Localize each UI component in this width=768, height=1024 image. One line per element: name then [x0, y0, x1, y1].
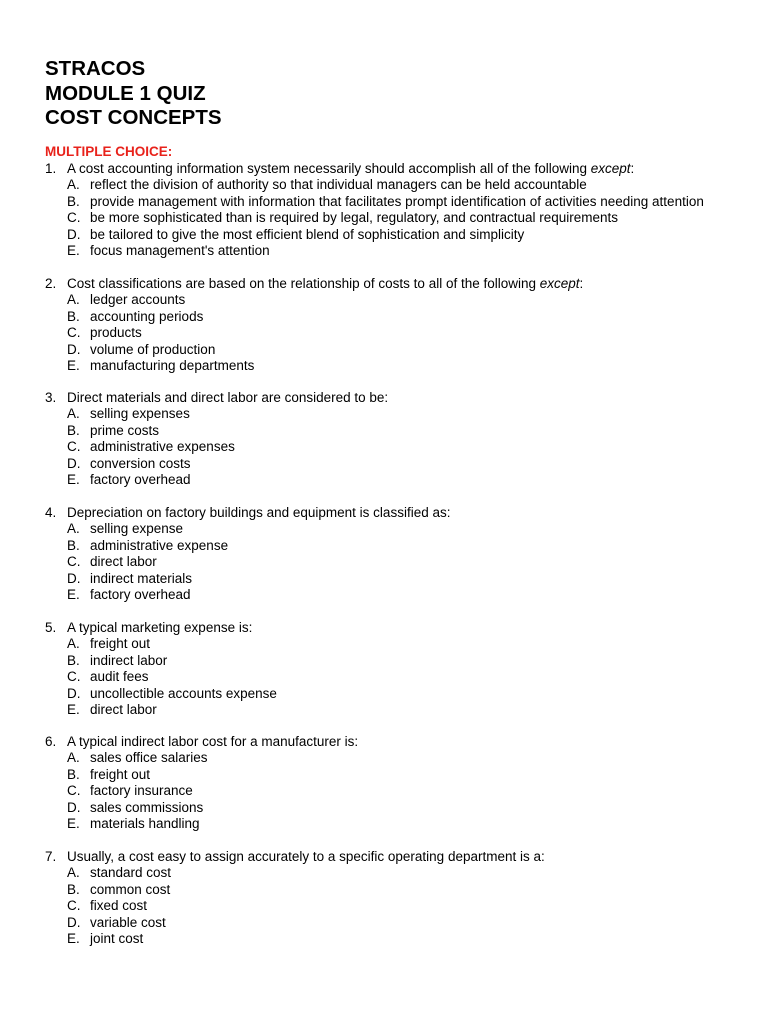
question-number: 3.	[45, 390, 57, 405]
option-text: direct labor	[90, 701, 157, 717]
answer-option	[0, 865, 768, 881]
answer-option	[0, 587, 768, 603]
answer-option	[0, 309, 768, 325]
option-text: fixed cost	[90, 898, 148, 914]
answer-option	[0, 800, 768, 816]
answer-option	[0, 686, 768, 702]
question-stem	[0, 161, 768, 177]
answer-option	[0, 177, 768, 193]
option-letter: D.	[67, 570, 81, 586]
answer-option	[0, 243, 768, 259]
question	[0, 505, 768, 603]
option-text: administrative expense	[90, 537, 229, 553]
option-text: direct labor	[90, 554, 157, 570]
option-text: sales commissions	[90, 799, 204, 815]
question	[0, 161, 768, 259]
answer-option	[0, 423, 768, 439]
question-stem	[0, 734, 768, 750]
option-letter: A.	[67, 865, 80, 881]
option-text: common cost	[90, 881, 171, 897]
answer-option	[0, 816, 768, 832]
answer-option	[0, 538, 768, 554]
answer-option	[0, 702, 768, 718]
question-number: 4.	[45, 505, 57, 520]
option-text: audit fees	[90, 669, 149, 685]
option-letter: D.	[67, 226, 81, 242]
option-letter: E.	[67, 930, 80, 946]
emphasis-text: except	[590, 161, 631, 176]
question-stem	[0, 620, 768, 636]
answer-option	[0, 210, 768, 226]
answer-option	[0, 783, 768, 799]
option-letter: B.	[67, 881, 80, 897]
option-text: selling expenses	[90, 406, 190, 422]
option-text: standard cost	[90, 865, 172, 881]
option-letter: E.	[67, 815, 80, 831]
option-letter: C.	[67, 898, 81, 914]
answer-option	[0, 669, 768, 685]
question-text: Usually, a cost easy to assign accurately to a specific operating department is a:	[67, 849, 545, 864]
option-text: be tailored to give the most efficient blend of sophistication and simplicity	[90, 226, 525, 242]
question-number: 2.	[45, 276, 57, 291]
section-label: MULTIPLE CHOICE:	[45, 144, 173, 159]
option-letter: D.	[67, 799, 81, 815]
option-text: focus management's attention	[90, 242, 270, 258]
question-number: 6.	[45, 734, 57, 749]
answer-option	[0, 406, 768, 422]
question	[0, 620, 768, 718]
option-letter: D.	[67, 685, 81, 701]
option-letter: A.	[67, 177, 80, 193]
title-course: STRACOS	[45, 57, 146, 80]
option-letter: C.	[67, 554, 81, 570]
question-text: A typical indirect labor cost for a manufacturer is:	[67, 734, 359, 749]
question	[0, 849, 768, 947]
option-text: ledger accounts	[90, 292, 186, 308]
option-text: factory insurance	[90, 783, 193, 799]
question-text: Cost classifications are based on the relationship of costs to all of the following except:	[67, 276, 584, 291]
option-text: administrative expenses	[90, 439, 235, 455]
option-letter: E.	[67, 242, 80, 258]
option-letter: C.	[67, 669, 81, 685]
option-letter: E.	[67, 471, 80, 487]
answer-option	[0, 636, 768, 652]
option-text: products	[90, 325, 142, 341]
option-text: accounting periods	[90, 308, 204, 324]
answer-option	[0, 439, 768, 455]
answer-option	[0, 915, 768, 931]
option-letter: C.	[67, 439, 81, 455]
option-letter: B.	[67, 766, 80, 782]
answer-option	[0, 554, 768, 570]
answer-option	[0, 472, 768, 488]
option-letter: A.	[67, 521, 80, 537]
question	[0, 734, 768, 832]
answer-option	[0, 750, 768, 766]
answer-option	[0, 358, 768, 374]
option-text: factory overhead	[90, 586, 191, 602]
answer-option	[0, 767, 768, 783]
option-letter: B.	[67, 422, 80, 438]
option-text: variable cost	[90, 914, 166, 930]
option-letter: E.	[67, 357, 80, 373]
option-text: volume of production	[90, 341, 216, 357]
answer-option	[0, 194, 768, 210]
option-text: freight out	[90, 766, 151, 782]
option-letter: C.	[67, 325, 81, 341]
question-stem	[0, 505, 768, 521]
option-text: manufacturing departments	[90, 357, 255, 373]
option-letter: B.	[67, 193, 80, 209]
question-stem	[0, 276, 768, 292]
option-text: conversion costs	[90, 455, 191, 471]
answer-option	[0, 456, 768, 472]
question-text: Direct materials and direct labor are considered to be:	[67, 390, 389, 405]
question-text: A typical marketing expense is:	[67, 620, 253, 635]
question-number: 1.	[45, 161, 57, 176]
title-topic: COST CONCEPTS	[45, 106, 222, 129]
option-text: prime costs	[90, 422, 160, 438]
option-text: materials handling	[90, 815, 200, 831]
option-letter: B.	[67, 308, 80, 324]
option-letter: C.	[67, 783, 81, 799]
document-title	[45, 57, 222, 131]
option-letter: A.	[67, 636, 80, 652]
question-text: Depreciation on factory buildings and equipment is classified as:	[67, 505, 451, 520]
option-text: provide management with information that facilitates prompt identification of activities needing attention	[90, 193, 704, 209]
option-text: uncollectible accounts expense	[90, 685, 277, 701]
answer-option	[0, 227, 768, 243]
question-number: 7.	[45, 849, 57, 864]
answer-option	[0, 325, 768, 341]
question-number: 5.	[45, 620, 57, 635]
option-text: indirect materials	[90, 570, 193, 586]
answer-option	[0, 931, 768, 947]
option-text: factory overhead	[90, 471, 191, 487]
answer-option	[0, 882, 768, 898]
answer-option	[0, 571, 768, 587]
option-text: selling expense	[90, 521, 184, 537]
option-text: sales office salaries	[90, 750, 208, 766]
option-text: reflect the division of authority so that individual managers can be held accountable	[90, 177, 587, 193]
option-letter: D.	[67, 341, 81, 357]
option-letter: E.	[67, 701, 80, 717]
option-letter: E.	[67, 586, 80, 602]
option-text: indirect labor	[90, 652, 168, 668]
answer-option	[0, 521, 768, 537]
option-text: freight out	[90, 636, 151, 652]
option-letter: C.	[67, 210, 81, 226]
emphasis-text: except	[539, 276, 580, 291]
question	[0, 276, 768, 374]
question-text: A cost accounting information system necessarily should accomplish all of the following except:	[67, 161, 635, 176]
answer-option	[0, 292, 768, 308]
question	[0, 390, 768, 488]
option-letter: A.	[67, 750, 80, 766]
option-letter: B.	[67, 537, 80, 553]
option-text: be more sophisticated than is required by legal, regulatory, and contractual requirements	[90, 210, 619, 226]
answer-option	[0, 342, 768, 358]
option-letter: B.	[67, 652, 80, 668]
answer-option	[0, 653, 768, 669]
option-letter: D.	[67, 914, 81, 930]
question-stem	[0, 849, 768, 865]
question-stem	[0, 390, 768, 406]
title-module: MODULE 1 QUIZ	[45, 81, 206, 105]
option-letter: D.	[67, 455, 81, 471]
option-letter: A.	[67, 406, 80, 422]
option-letter: A.	[67, 292, 80, 308]
answer-option	[0, 898, 768, 914]
option-text: joint cost	[90, 930, 144, 946]
